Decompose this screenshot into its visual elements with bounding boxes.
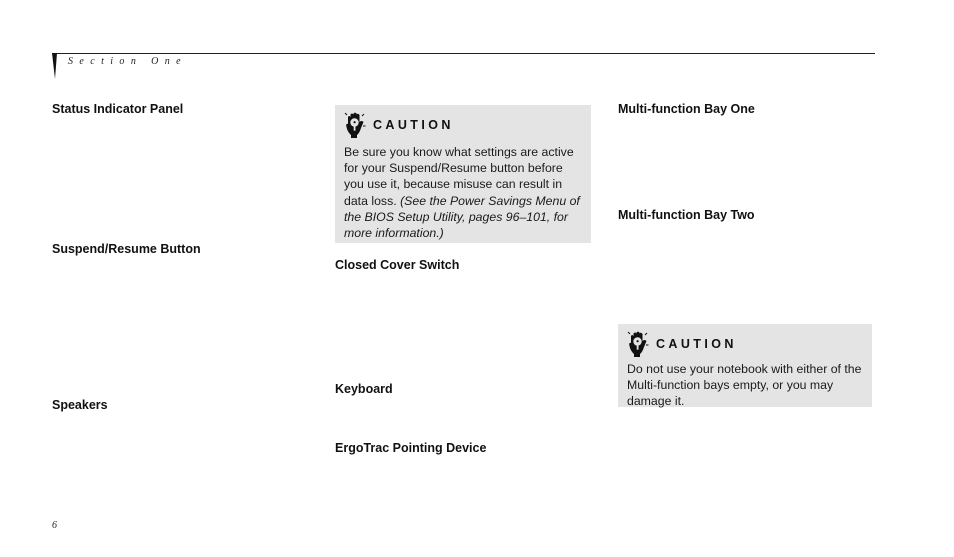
heading-keyboard: Keyboard	[335, 382, 393, 396]
heading-suspend-resume-button: Suspend/Resume Button	[52, 242, 201, 256]
section-label: Section One	[68, 56, 187, 67]
heading-speakers: Speakers	[52, 398, 108, 412]
caution-header	[344, 113, 582, 137]
heading-ergotrac-pointing-device: ErgoTrac Pointing Device	[335, 441, 487, 455]
caution-hand-icon	[627, 331, 649, 357]
header-rule	[52, 53, 875, 54]
caution-title: CAUTION	[373, 118, 454, 132]
caution-header	[627, 332, 863, 356]
page-number: 6	[52, 520, 57, 531]
heading-status-indicator-panel: Status Indicator Panel	[52, 102, 184, 116]
caution-reference: (See the Power Savings Menu of the BIOS Setup Utility, pages 96–101, for more information.)	[344, 193, 580, 241]
caution-body	[344, 144, 582, 241]
heading-multifunction-bay-two: Multi-function Bay Two	[618, 208, 755, 222]
caution-box-suspend	[335, 105, 591, 243]
heading-closed-cover-switch: Closed Cover Switch	[335, 258, 460, 272]
caution-text: Do not use your notebook with either of the Multi-function bays empty, or you may damage it.	[627, 362, 862, 409]
caution-text: Be sure you know what settings are active for your Suspend/Resume button before you use it, because misuse can result in data loss.	[344, 145, 574, 208]
caution-box-bays	[618, 324, 872, 407]
heading-multifunction-bay-one: Multi-function Bay One	[618, 102, 755, 116]
caution-title: CAUTION	[656, 337, 737, 351]
caution-hand-icon	[344, 112, 366, 138]
header-tick-mark	[52, 53, 57, 79]
